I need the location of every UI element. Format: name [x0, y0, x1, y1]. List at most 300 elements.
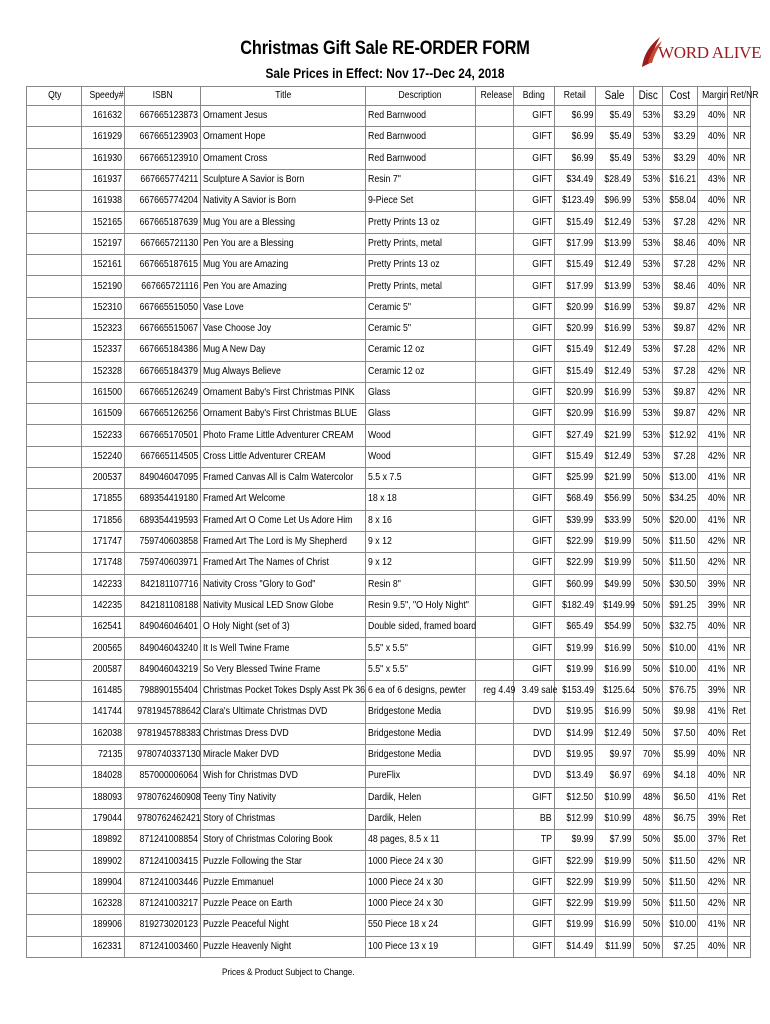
- table-row: [27, 766, 751, 787]
- title-text: Framed Canvas All is Calm Watercolor: [203, 472, 354, 484]
- speedy-text: 161937: [92, 174, 122, 186]
- cost-text: $7.25: [673, 940, 695, 952]
- sale-price-text: $16.99: [604, 919, 631, 931]
- title-text: Vase Love: [203, 301, 244, 313]
- release-cell: [476, 446, 514, 467]
- isbn-cell: [125, 531, 201, 552]
- speedy-text: 184028: [92, 770, 122, 782]
- cost-cell: [663, 766, 698, 787]
- binding-text: GIFT: [532, 301, 552, 313]
- binding-cell: [514, 297, 555, 318]
- qty-cell[interactable]: [27, 297, 82, 318]
- isbn-text: 871241003217: [139, 898, 198, 910]
- isbn-cell: [125, 148, 201, 169]
- qty-cell[interactable]: [27, 574, 82, 595]
- title-text: Nativity A Savior is Born: [203, 195, 297, 207]
- speedy-cell: [82, 595, 125, 616]
- retail-price-text: $19.99: [566, 663, 593, 675]
- retail-price-text: $19.95: [566, 706, 593, 718]
- qty-cell[interactable]: [27, 531, 82, 552]
- isbn-cell: [125, 489, 201, 510]
- speedy-text: 200565: [92, 642, 122, 654]
- return-status-text: NR: [732, 599, 746, 611]
- speedy-text: 152337: [92, 344, 122, 356]
- isbn-cell: [125, 617, 201, 638]
- qty-cell[interactable]: [27, 830, 82, 851]
- title-cell: [201, 148, 366, 169]
- qty-cell[interactable]: [27, 936, 82, 957]
- title-text: Puzzle Emmanuel: [203, 876, 274, 888]
- binding-cell: [514, 361, 555, 382]
- retail-price-cell: [555, 787, 596, 808]
- description-cell: [366, 659, 476, 680]
- return-status-cell: [728, 340, 751, 361]
- table-row: [27, 638, 751, 659]
- return-status-text: Ret: [732, 834, 746, 846]
- speedy-text: 152197: [92, 237, 122, 249]
- cost-cell: [663, 148, 698, 169]
- discount-text: 50%: [642, 557, 660, 569]
- isbn-text: 689354419593: [139, 514, 198, 526]
- isbn-text: 667665123910: [139, 152, 198, 164]
- discount-text: 53%: [642, 174, 660, 186]
- speedy-text: 141744: [92, 706, 122, 718]
- qty-cell[interactable]: [27, 510, 82, 531]
- discount-text: 53%: [642, 110, 660, 122]
- sale-price-cell: [596, 595, 634, 616]
- sale-price-text: $19.99: [604, 855, 631, 867]
- discount-cell: [634, 255, 663, 276]
- retail-price-cell: [555, 702, 596, 723]
- title-text: Teeny Tiny Nativity: [203, 791, 277, 803]
- qty-cell[interactable]: [27, 318, 82, 339]
- title-text: Sculpture A Savior is Born: [203, 174, 305, 186]
- discount-cell: [634, 148, 663, 169]
- isbn-text: 871241003460: [139, 940, 198, 952]
- margin-cell: [698, 872, 728, 893]
- qty-cell[interactable]: [27, 553, 82, 574]
- margin-text: 42%: [707, 216, 725, 228]
- title-cell: [201, 638, 366, 659]
- title-cell: [201, 297, 366, 318]
- release-cell: [476, 276, 514, 297]
- table-row: [27, 446, 751, 467]
- cost-cell: [663, 255, 698, 276]
- sale-price-cell: [596, 297, 634, 318]
- description-text: Dardik, Helen: [368, 791, 422, 803]
- title-cell: [201, 766, 366, 787]
- return-status-cell: [728, 531, 751, 552]
- margin-cell: [698, 297, 728, 318]
- description-text: Ceramic 5": [368, 323, 412, 335]
- qty-cell[interactable]: [27, 702, 82, 723]
- cost-text: $4.18: [673, 770, 695, 782]
- qty-cell[interactable]: [27, 340, 82, 361]
- discount-cell: [634, 702, 663, 723]
- discount-text: 50%: [642, 578, 660, 590]
- qty-cell[interactable]: [27, 723, 82, 744]
- isbn-text: 667665515050: [139, 301, 198, 313]
- qty-cell[interactable]: [27, 893, 82, 914]
- sale-price-text: $12.49: [604, 259, 631, 271]
- qty-cell[interactable]: [27, 382, 82, 403]
- binding-text: GIFT: [532, 152, 552, 164]
- sale-price-cell: [596, 744, 634, 765]
- description-text: 5.5" x 5.5": [368, 663, 408, 675]
- title-cell: [201, 489, 366, 510]
- return-status-cell: [728, 127, 751, 148]
- speedy-text: 142235: [92, 599, 122, 611]
- binding-cell: [514, 148, 555, 169]
- discount-cell: [634, 212, 663, 233]
- return-status-text: NR: [732, 919, 746, 931]
- qty-cell[interactable]: [27, 851, 82, 872]
- discount-text: 48%: [642, 791, 660, 803]
- speedy-cell: [82, 510, 125, 531]
- speedy-cell: [82, 212, 125, 233]
- sale-price-text: $6.97: [609, 770, 631, 782]
- return-status-cell: [728, 744, 751, 765]
- binding-cell: [514, 531, 555, 552]
- sale-price-cell: [596, 787, 634, 808]
- discount-cell: [634, 340, 663, 361]
- speedy-text: 152328: [92, 365, 122, 377]
- speedy-text: 162328: [92, 898, 122, 910]
- isbn-cell: [125, 744, 201, 765]
- speedy-cell: [82, 808, 125, 829]
- sale-price-cell: [596, 148, 634, 169]
- title-cell: [201, 446, 366, 467]
- footer-note: Prices & Product Subject to Change.: [222, 967, 355, 978]
- retail-price-cell: [555, 425, 596, 446]
- title-text: Photo Frame Little Adventurer CREAM: [203, 429, 354, 441]
- discount-text: 53%: [642, 152, 660, 164]
- return-status-cell: [728, 318, 751, 339]
- retail-price-cell: [555, 553, 596, 574]
- description-text: Red Barnwood: [368, 110, 426, 122]
- retail-price-text: $9.99: [571, 834, 593, 846]
- retail-price-cell: [555, 233, 596, 254]
- binding-cell: [514, 787, 555, 808]
- cost-text: $12.92: [669, 429, 697, 441]
- cost-cell: [663, 531, 698, 552]
- qty-cell[interactable]: [27, 808, 82, 829]
- binding-cell: [514, 574, 555, 595]
- discount-text: 50%: [642, 727, 660, 739]
- qty-cell[interactable]: [27, 276, 82, 297]
- release-cell: [476, 574, 514, 595]
- margin-cell: [698, 830, 728, 851]
- qty-cell[interactable]: [27, 191, 82, 212]
- return-status-cell: [728, 233, 751, 254]
- table-row: [27, 893, 751, 914]
- return-status-text: NR: [732, 387, 746, 398]
- qty-cell[interactable]: [27, 681, 82, 702]
- binding-text: GIFT: [532, 919, 552, 931]
- qty-cell[interactable]: [27, 489, 82, 510]
- qty-cell[interactable]: [27, 468, 82, 489]
- binding-cell: [514, 233, 555, 254]
- margin-cell: [698, 702, 728, 723]
- return-status-text: NR: [732, 749, 746, 761]
- speedy-cell: [82, 744, 125, 765]
- qty-cell[interactable]: [27, 595, 82, 616]
- binding-cell: [514, 681, 558, 702]
- retail-price-text: $68.49: [566, 493, 593, 505]
- release-cell: [476, 489, 514, 510]
- cost-text: $8.46: [673, 280, 695, 292]
- title-cell: [201, 617, 366, 638]
- qty-cell[interactable]: [27, 169, 82, 190]
- release-cell: [476, 255, 514, 276]
- speedy-cell: [82, 318, 125, 339]
- binding-text: GIFT: [532, 365, 552, 377]
- discount-text: 53%: [642, 131, 660, 143]
- table-row: [27, 127, 751, 148]
- sale-price-text: $21.99: [604, 472, 631, 484]
- sale-price-text: $19.99: [604, 536, 631, 548]
- cost-cell: [663, 233, 698, 254]
- title-cell: [201, 872, 366, 893]
- description-cell: [366, 681, 476, 702]
- qty-cell[interactable]: [27, 659, 82, 680]
- title-cell: [201, 255, 366, 276]
- title-text: Framed Art O Come Let Us Adore Him: [203, 514, 353, 526]
- qty-cell[interactable]: [27, 212, 82, 233]
- speedy-text: 171748: [92, 557, 122, 569]
- release-cell: [476, 361, 514, 382]
- description-cell: [366, 936, 476, 957]
- qty-cell[interactable]: [27, 425, 82, 446]
- title-cell: [201, 553, 366, 574]
- sale-price-text: $16.99: [604, 706, 631, 718]
- margin-text: 42%: [707, 344, 725, 356]
- release-cell: [476, 851, 514, 872]
- speedy-text: 161632: [92, 110, 122, 122]
- isbn-cell: [125, 318, 201, 339]
- sale-price-cell: [596, 106, 634, 127]
- binding-cell: [514, 893, 555, 914]
- speedy-cell: [82, 553, 125, 574]
- qty-cell[interactable]: [27, 638, 82, 659]
- discount-cell: [634, 446, 663, 467]
- margin-text: 42%: [707, 876, 725, 888]
- speedy-text: 161500: [92, 387, 122, 398]
- cost-text: $5.00: [673, 834, 695, 846]
- margin-text: 37%: [707, 834, 725, 846]
- sale-price-text: $10.99: [604, 812, 631, 824]
- qty-cell[interactable]: [27, 127, 82, 148]
- retail-price-text: $39.99: [566, 514, 593, 526]
- isbn-cell: [125, 808, 201, 829]
- release-cell: [476, 893, 514, 914]
- isbn-text: 667665170501: [139, 429, 198, 441]
- discount-cell: [634, 169, 663, 190]
- cost-cell: [663, 468, 698, 489]
- title-cell: [201, 595, 366, 616]
- col-header-cost: Cost: [663, 87, 698, 106]
- margin-cell: [698, 169, 728, 190]
- margin-text: 40%: [707, 152, 725, 164]
- discount-text: 50%: [642, 685, 660, 697]
- isbn-text: 667665515067: [139, 323, 198, 335]
- description-cell: [366, 872, 476, 893]
- cost-cell: [663, 297, 698, 318]
- return-status-cell: [728, 766, 751, 787]
- qty-cell[interactable]: [27, 446, 82, 467]
- discount-text: 53%: [642, 216, 660, 228]
- speedy-cell: [82, 893, 125, 914]
- cost-cell: [663, 851, 698, 872]
- qty-cell[interactable]: [27, 106, 82, 127]
- discount-text: 69%: [642, 770, 660, 782]
- speedy-cell: [82, 915, 125, 936]
- cost-cell: [663, 808, 698, 829]
- discount-text: 50%: [642, 514, 660, 526]
- retail-price-text: $123.49: [562, 195, 594, 207]
- title-cell: [201, 382, 366, 403]
- table-row: [27, 723, 751, 744]
- margin-text: 40%: [707, 110, 725, 122]
- binding-cell: [514, 617, 555, 638]
- isbn-cell: [125, 169, 201, 190]
- speedy-text: 161929: [92, 131, 122, 143]
- speedy-cell: [82, 872, 125, 893]
- sale-price-text: $12.49: [604, 216, 631, 228]
- release-cell: [476, 744, 514, 765]
- binding-cell: [514, 936, 555, 957]
- table-row: [27, 681, 751, 702]
- return-status-cell: [728, 361, 751, 382]
- table-row: [27, 489, 751, 510]
- cost-text: $11.50: [669, 876, 696, 888]
- cost-cell: [663, 702, 698, 723]
- description-cell: [366, 361, 476, 382]
- description-text: 9 x 12: [368, 557, 392, 569]
- description-cell: [366, 702, 476, 723]
- return-status-cell: [728, 212, 751, 233]
- isbn-cell: [125, 340, 201, 361]
- margin-text: 42%: [707, 450, 725, 462]
- discount-cell: [634, 276, 663, 297]
- qty-cell[interactable]: [27, 766, 82, 787]
- speedy-cell: [82, 255, 125, 276]
- description-text: 9-Piece Set: [368, 195, 414, 207]
- cost-cell: [663, 446, 698, 467]
- cost-cell: [663, 340, 698, 361]
- sale-price-text: $5.49: [609, 152, 631, 164]
- speedy-text: 171855: [92, 493, 122, 505]
- return-status-text: NR: [732, 876, 746, 888]
- cost-cell: [663, 318, 698, 339]
- sale-price-text: $19.99: [604, 898, 631, 910]
- cost-cell: [663, 595, 698, 616]
- binding-cell: [514, 744, 555, 765]
- speedy-text: 171856: [92, 514, 122, 526]
- sale-price-cell: [596, 318, 634, 339]
- speedy-cell: [82, 148, 125, 169]
- col-header-disc: Disc: [634, 87, 663, 106]
- qty-cell[interactable]: [27, 361, 82, 382]
- col-header-retnr: Ret/NR: [728, 87, 751, 106]
- retail-price-cell: [555, 127, 596, 148]
- retail-price-text: $12.99: [566, 812, 593, 824]
- binding-cell: [514, 127, 555, 148]
- release-cell: [476, 340, 514, 361]
- speedy-text: 200587: [92, 663, 122, 675]
- cost-text: $9.87: [673, 301, 695, 313]
- description-cell: [366, 638, 476, 659]
- cost-text: $10.00: [669, 919, 697, 931]
- sale-price-cell: [596, 872, 634, 893]
- cost-cell: [663, 681, 698, 702]
- description-text: Dardik, Helen: [368, 812, 422, 824]
- binding-cell: [514, 830, 555, 851]
- table-row: [27, 617, 751, 638]
- cost-text: $10.00: [669, 663, 697, 675]
- qty-cell[interactable]: [27, 744, 82, 765]
- description-cell: [366, 127, 476, 148]
- discount-text: 50%: [642, 599, 660, 611]
- speedy-text: 161930: [92, 152, 122, 164]
- qty-cell[interactable]: [27, 872, 82, 893]
- cost-text: $10.00: [669, 642, 697, 654]
- qty-cell[interactable]: [27, 404, 82, 425]
- qty-cell[interactable]: [27, 617, 82, 638]
- return-status-cell: [728, 915, 751, 936]
- discount-cell: [634, 106, 663, 127]
- sale-price-cell: [596, 830, 634, 851]
- qty-cell[interactable]: [27, 233, 82, 254]
- discount-text: 50%: [642, 536, 660, 548]
- title-text: Story of Christmas Coloring Book: [203, 834, 333, 846]
- retail-price-text: $17.99: [566, 237, 593, 249]
- sale-price-text: $12.49: [604, 365, 631, 377]
- retail-price-cell: [555, 915, 596, 936]
- qty-cell[interactable]: [27, 787, 82, 808]
- description-text: Glass: [368, 408, 391, 420]
- binding-text: GIFT: [532, 663, 552, 675]
- return-status-cell: [728, 553, 751, 574]
- retail-price-cell: [555, 382, 596, 403]
- return-status-text: NR: [732, 493, 746, 505]
- binding-text: GIFT: [532, 791, 552, 803]
- margin-cell: [698, 744, 728, 765]
- speedy-text: 200537: [92, 472, 122, 484]
- binding-text: GIFT: [532, 557, 552, 569]
- isbn-text: 667665123903: [139, 131, 198, 143]
- title-text: Pen You are Amazing: [203, 280, 287, 292]
- isbn-text: 667665187615: [139, 259, 198, 271]
- qty-cell[interactable]: [27, 915, 82, 936]
- return-status-text: NR: [732, 280, 746, 292]
- return-status-cell: [728, 851, 751, 872]
- margin-cell: [698, 255, 728, 276]
- cost-text: $34.25: [669, 493, 697, 505]
- speedy-cell: [82, 531, 125, 552]
- qty-cell[interactable]: [27, 255, 82, 276]
- return-status-text: NR: [732, 365, 746, 377]
- discount-text: 70%: [642, 749, 660, 761]
- title-text: Puzzle Following the Star: [203, 855, 302, 867]
- release-cell: [476, 595, 514, 616]
- retail-price-text: $6.99: [571, 152, 593, 164]
- title-text: Ornament Jesus: [203, 110, 268, 122]
- speedy-cell: [82, 638, 125, 659]
- qty-cell[interactable]: [27, 148, 82, 169]
- table-row: [27, 915, 751, 936]
- speedy-text: 161509: [92, 408, 122, 420]
